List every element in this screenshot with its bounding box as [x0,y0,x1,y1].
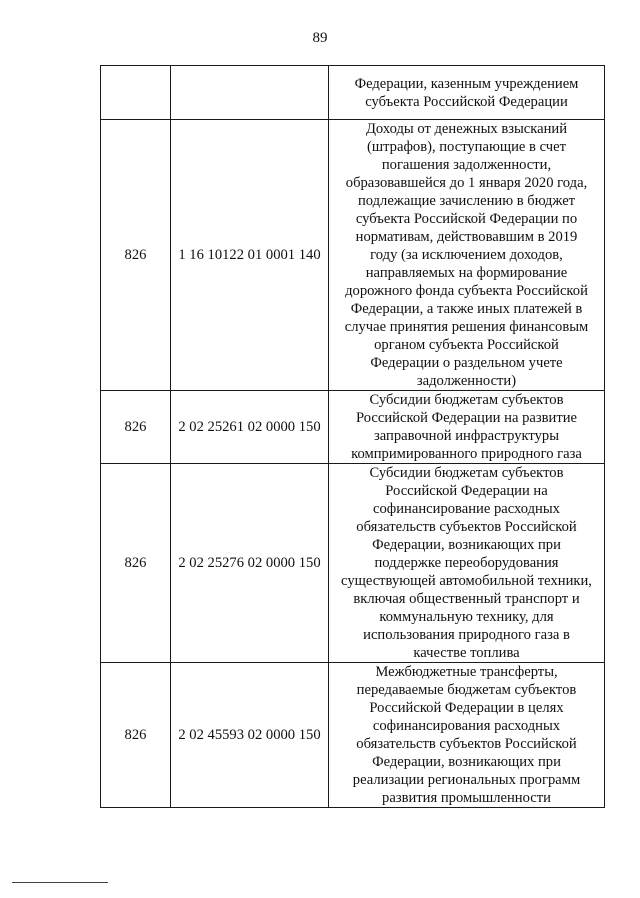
description-line: софинансирования расходных [372,718,561,734]
revenue-description-cell [329,66,605,120]
description-line: дорожного фонда субъекта Российской [345,283,588,299]
description-line: качестве топлива [413,645,520,661]
table-row [101,464,605,663]
revenue-description-cell [329,663,605,808]
admin-code-cell: 826 [101,464,171,663]
description-line: компримированного природного газа [351,446,582,462]
description-line: Межбюджетные трансферты, [375,664,558,680]
description-line: органом субъекта Российской [374,337,559,353]
budget-classification-code-cell: 2 02 25261 02 0000 150 [171,391,329,464]
description-line: обязательств субъектов Российской [356,736,577,752]
budget-code-table [100,65,605,808]
table-row [101,663,605,808]
description-line: Субсидии бюджетам субъектов [369,465,564,481]
table-row [101,120,605,391]
budget-classification-code-cell: 2 02 25276 02 0000 150 [171,464,329,663]
revenue-description-cell [329,120,605,391]
description-line: Российской Федерации на развитие [356,410,577,426]
footer-rule [12,882,108,883]
description-line: Федерации о раздельном учете [370,355,563,371]
budget-classification-code-cell: 2 02 45593 02 0000 150 [171,663,329,808]
table-row [101,391,605,464]
description-line: образовавшейся до 1 января 2020 года, [345,175,588,191]
description-line: реализации региональных программ [352,772,581,788]
description-line: развития промышленности [382,790,551,806]
description-line: Федерации, а также иных платежей в [350,301,583,317]
description-line: направляемых на формирование [365,265,568,281]
description-line: заправочной инфраструктуры [373,428,559,444]
description-line: использования природного газа в [363,627,570,643]
description-line: включая общественный транспорт и [353,591,580,607]
description-line: софинансирование расходных [373,501,560,517]
description-line: существующей автомобильной техники, [341,573,592,589]
admin-code-cell: 826 [101,120,171,391]
description-line: Федерации, возникающих при [372,754,561,770]
description-line: Российской Федерации на [385,483,548,499]
description-line: случае принятия решения финансовым [344,319,589,335]
budget-classification-code-cell [171,66,329,120]
page-number: 89 [312,30,328,46]
description-line: субъекта Российской Федерации по [355,211,578,227]
description-line: Доходы от денежных взысканий [365,121,568,137]
description-line: Российской Федерации в целях [369,700,564,716]
description-line: погашения задолженности, [381,157,552,173]
description-line: (штрафов), поступающие в счет [367,139,566,155]
admin-code-cell: 826 [101,391,171,464]
description-line: субъекта Российской Федерации [365,94,568,110]
description-line: подлежащие зачислению в бюджет [357,193,576,209]
description-line: обязательств субъектов Российской [356,519,577,535]
revenue-description-cell [329,391,605,464]
admin-code-cell [101,66,171,120]
admin-code-cell: 826 [101,663,171,808]
table-row [101,66,605,120]
description-line: передаваемые бюджетам субъектов [356,682,577,698]
budget-classification-code-cell: 1 16 10122 01 0001 140 [171,120,329,391]
description-line: поддержке переоборудования [374,555,559,571]
description-line: Федерации, казенным учреждением [354,76,579,92]
description-line: Федерации, возникающих при [372,537,561,553]
revenue-description-cell [329,464,605,663]
description-line: коммунальную технику, для [379,609,554,625]
description-line: нормативам, действовавшим в 2019 [355,229,578,245]
description-line: задолженности) [416,373,517,389]
description-line: году (за исключением доходов, [370,247,563,263]
description-line: Субсидии бюджетам субъектов [369,392,564,408]
table-body [101,66,605,808]
